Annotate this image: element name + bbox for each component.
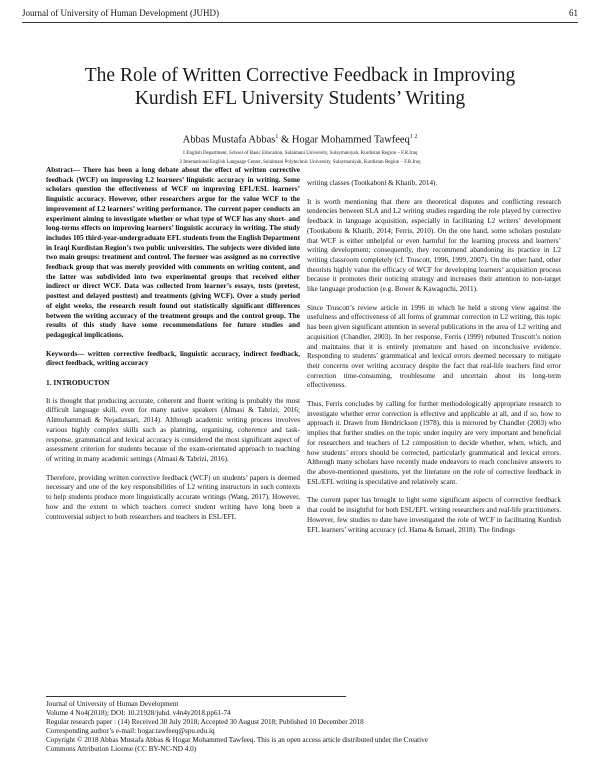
author-list <box>20 134 580 146</box>
affiliation-2: 2 International English Language Center, Sulaimani Polytechnic University, Sulaymaniyah, Kurdistan Region – F.R.Iraq <box>179 160 421 165</box>
right-paragraph-4: The current paper has brought to light some significant aspects of corrective feedback that could be insightful for both ESL/EFL writing researchers and real-life practitioners. However, few studies to date have investigated the role of WCF in facilitating Kurdish EFL learners’ writing accuracy (cf. Hama & Ismael, 2018). The findings <box>307 496 561 534</box>
journal-name: Journal of University of Human Development (JUHD) <box>22 8 219 18</box>
footer-dates: Regular research paper : (14) Received 30 July 2018; Accepted 30 August 2018; Published 10 December 2018 <box>46 717 364 726</box>
footer-email: Corresponding author’s e-mail: hogar.tawfeeq@spu.edu.iq <box>46 726 215 735</box>
page-number: 61 <box>569 8 578 18</box>
right-paragraph-0: writing classes (Tootkaboni & Khatib, 2014). <box>307 179 438 187</box>
author-separator: & <box>278 134 292 146</box>
footer-volume-doi: Volume 4 No4(2018); DOI: 10.21928/juhd. v4n4y2018.pp61-74 <box>46 708 231 717</box>
abstract: Abstract— There has been a long debate about the effect of written corrective feedback (WCF) on improving L2 learners’ linguistic accuracy in writing. Some scholars question the effectiveness of WCF on improving EFL/ESL learners’ linguistic accuracy. However, other researchers argue for the value WCF to the improvement of L2 learners’ writing performance. The current paper conducts an experiment aiming to investigate whether or what type of WCF has any short- and long-terms effects on improving learners’ linguistic accuracy in writing. The study includes 105 third-year-undergraduate EFL students from the English Department in Iraqi Kurdistan Region’s two public universities. The subjects were divided into two main groups: treatment and control. The former was assigned as no corrective feedback group that was merely provided with comments on writing content, and the latter was subdivided into two experimental groups that received either indirect or direct WCF. Data was collected from learner’s essays, tests (pretest, posttest and delayed posttest) and treatments (giving WCF). Over a study period of eight weeks, the research result found out statistically significant differences between the writing accuracy of the treatment groups and the control group. The results of this study have some recommendations for future studies and pedagogical implications. <box>46 166 300 339</box>
footer-license: Commons Attribution License (CC BY-NC-ND 4.0) <box>46 744 197 753</box>
paper-title <box>20 64 580 110</box>
right-paragraph-2: Since Truscott’s review article in 1996 in which he held a strong view against the usefulness and effectiveness of all forms of grammar correction in L2 writing, this topic has been given significant attention in several publications in the area of L2 writing and acquisition (Chandler, 2003). In her response, Ferris (1999) rebutted Truscott’s notion and maintains that it is entirely premature and based on inconclusive evidence. Responding to students’ grammatical and lexical errors deemed necessary to mitigate their concerns over writing accuracy despite the fact that real-life teachers find error correction time-consuming, troublesome and uncertain about its long-term effectiveness. <box>307 303 561 390</box>
keywords: Keywords— written corrective feedback, linguistic accuracy, indirect feedback, direct feedback, writing accuracy <box>46 349 300 368</box>
title-line-2: Kurdish EFL University Students’ Writing <box>134 88 466 109</box>
footer-rule <box>46 696 346 697</box>
section-heading-introduction: 1. INTRODUCTON <box>46 378 110 388</box>
intro-paragraph-2: Therefore, providing written corrective feedback (WCF) on students’ papers is deemed necessary and one of the key responsibilities of L2 writing instructors in such contexts to help students produce more linguistically accurate writings (Wang, 2017). However, how and the extent to which teachers correct student writing have long been a controversial subject to both researchers and teachers in ESL/EFL <box>46 473 300 521</box>
author-1-affiliation-mark: 1 <box>275 134 279 140</box>
right-column <box>307 179 561 544</box>
footer <box>46 700 554 753</box>
author-1: Abbas Mustafa Abbas <box>182 134 276 146</box>
footer-journal: Journal of University of Human Development <box>46 700 179 708</box>
intro-paragraph-1: It is thought that producing accurate, coherent and fluent writing is probably the most difficult language skill, even for many native speakers (Almasi & Tabrizi, 2016; Alimohammadi & Nejadansari, 2014). Although academic writing process involves various highly complex skills such as planning, organising, coherence and task-response, grammatical and lexical accuracy is considered the most significant aspect of assessment criterion for students because of the exam-orientated approach to teaching of writing in many academic settings (Almasi & Tabrizi, 2016). <box>46 396 300 463</box>
right-paragraph-3: Thus, Ferris concludes by calling for further methodologically appropriate research to investigate whether error correction is effective and applicable at all, and if so, how to approach it. Drawn from Hendrickson (1978), this is mirrored by Chandler (2003) who implies that further studies on the topic under inquiry are very important and beneficial for researchers and teachers of L2 composition to decide whether, when, which, and how students’ errors should be corrected, particularly grammatical and lexical errors. Although many scholars have recently made endeavors to reach conclusive answers to the above-mentioned questions, yet the literature on the role of corrective feedback in ESL/EFL writing is speculative and relatively scant. <box>307 400 561 486</box>
affiliation-1: 1 English Department, School of Basic Education, Sulaimani University, Sulaymaniyah, Kurdistan Region – F.R.Iraq <box>182 151 418 156</box>
author-2-affiliation-mark: 1 2 <box>409 134 418 140</box>
author-2: Hogar Mohammed Tawfeeq <box>291 134 410 146</box>
title-line-1: The Role of Written Corrective Feedback in Improving <box>84 65 516 86</box>
header-rule <box>22 22 578 23</box>
footer-copyright: Copyright © 2018 Abbas Mustafa Abbas & Hogar Mohammed Tawfeeq. This is an open access article distributed under the Creative <box>46 735 428 744</box>
left-column <box>46 166 300 531</box>
running-head <box>22 8 578 22</box>
right-paragraph-1: It is worth mentioning that there are theoretical disputes and conflicting research tendencies between SLA and L2 writing studies regarding the role played by corrective feedback in language acquisition, especially in facilitating L2 writers’ development (Tootkaboni & Khatib, 2014; Ferris, 2010). On the one hand, some scholars postulate that WCF is either unhelpful or even harmful for the learning process and learners’ writing development; consequently, they recommend abandoning its practice in L2 writing classroom completely (cf. Truscott, 1996, 1999, 2007). On the other hand, other theorists highly value the efficacy of WCF for developing learners’ acquisition process because it promotes their noticing strategy and increases their attention to non-target like language production (e.g. Bower & Kawaguchi, 2011). <box>307 197 561 294</box>
